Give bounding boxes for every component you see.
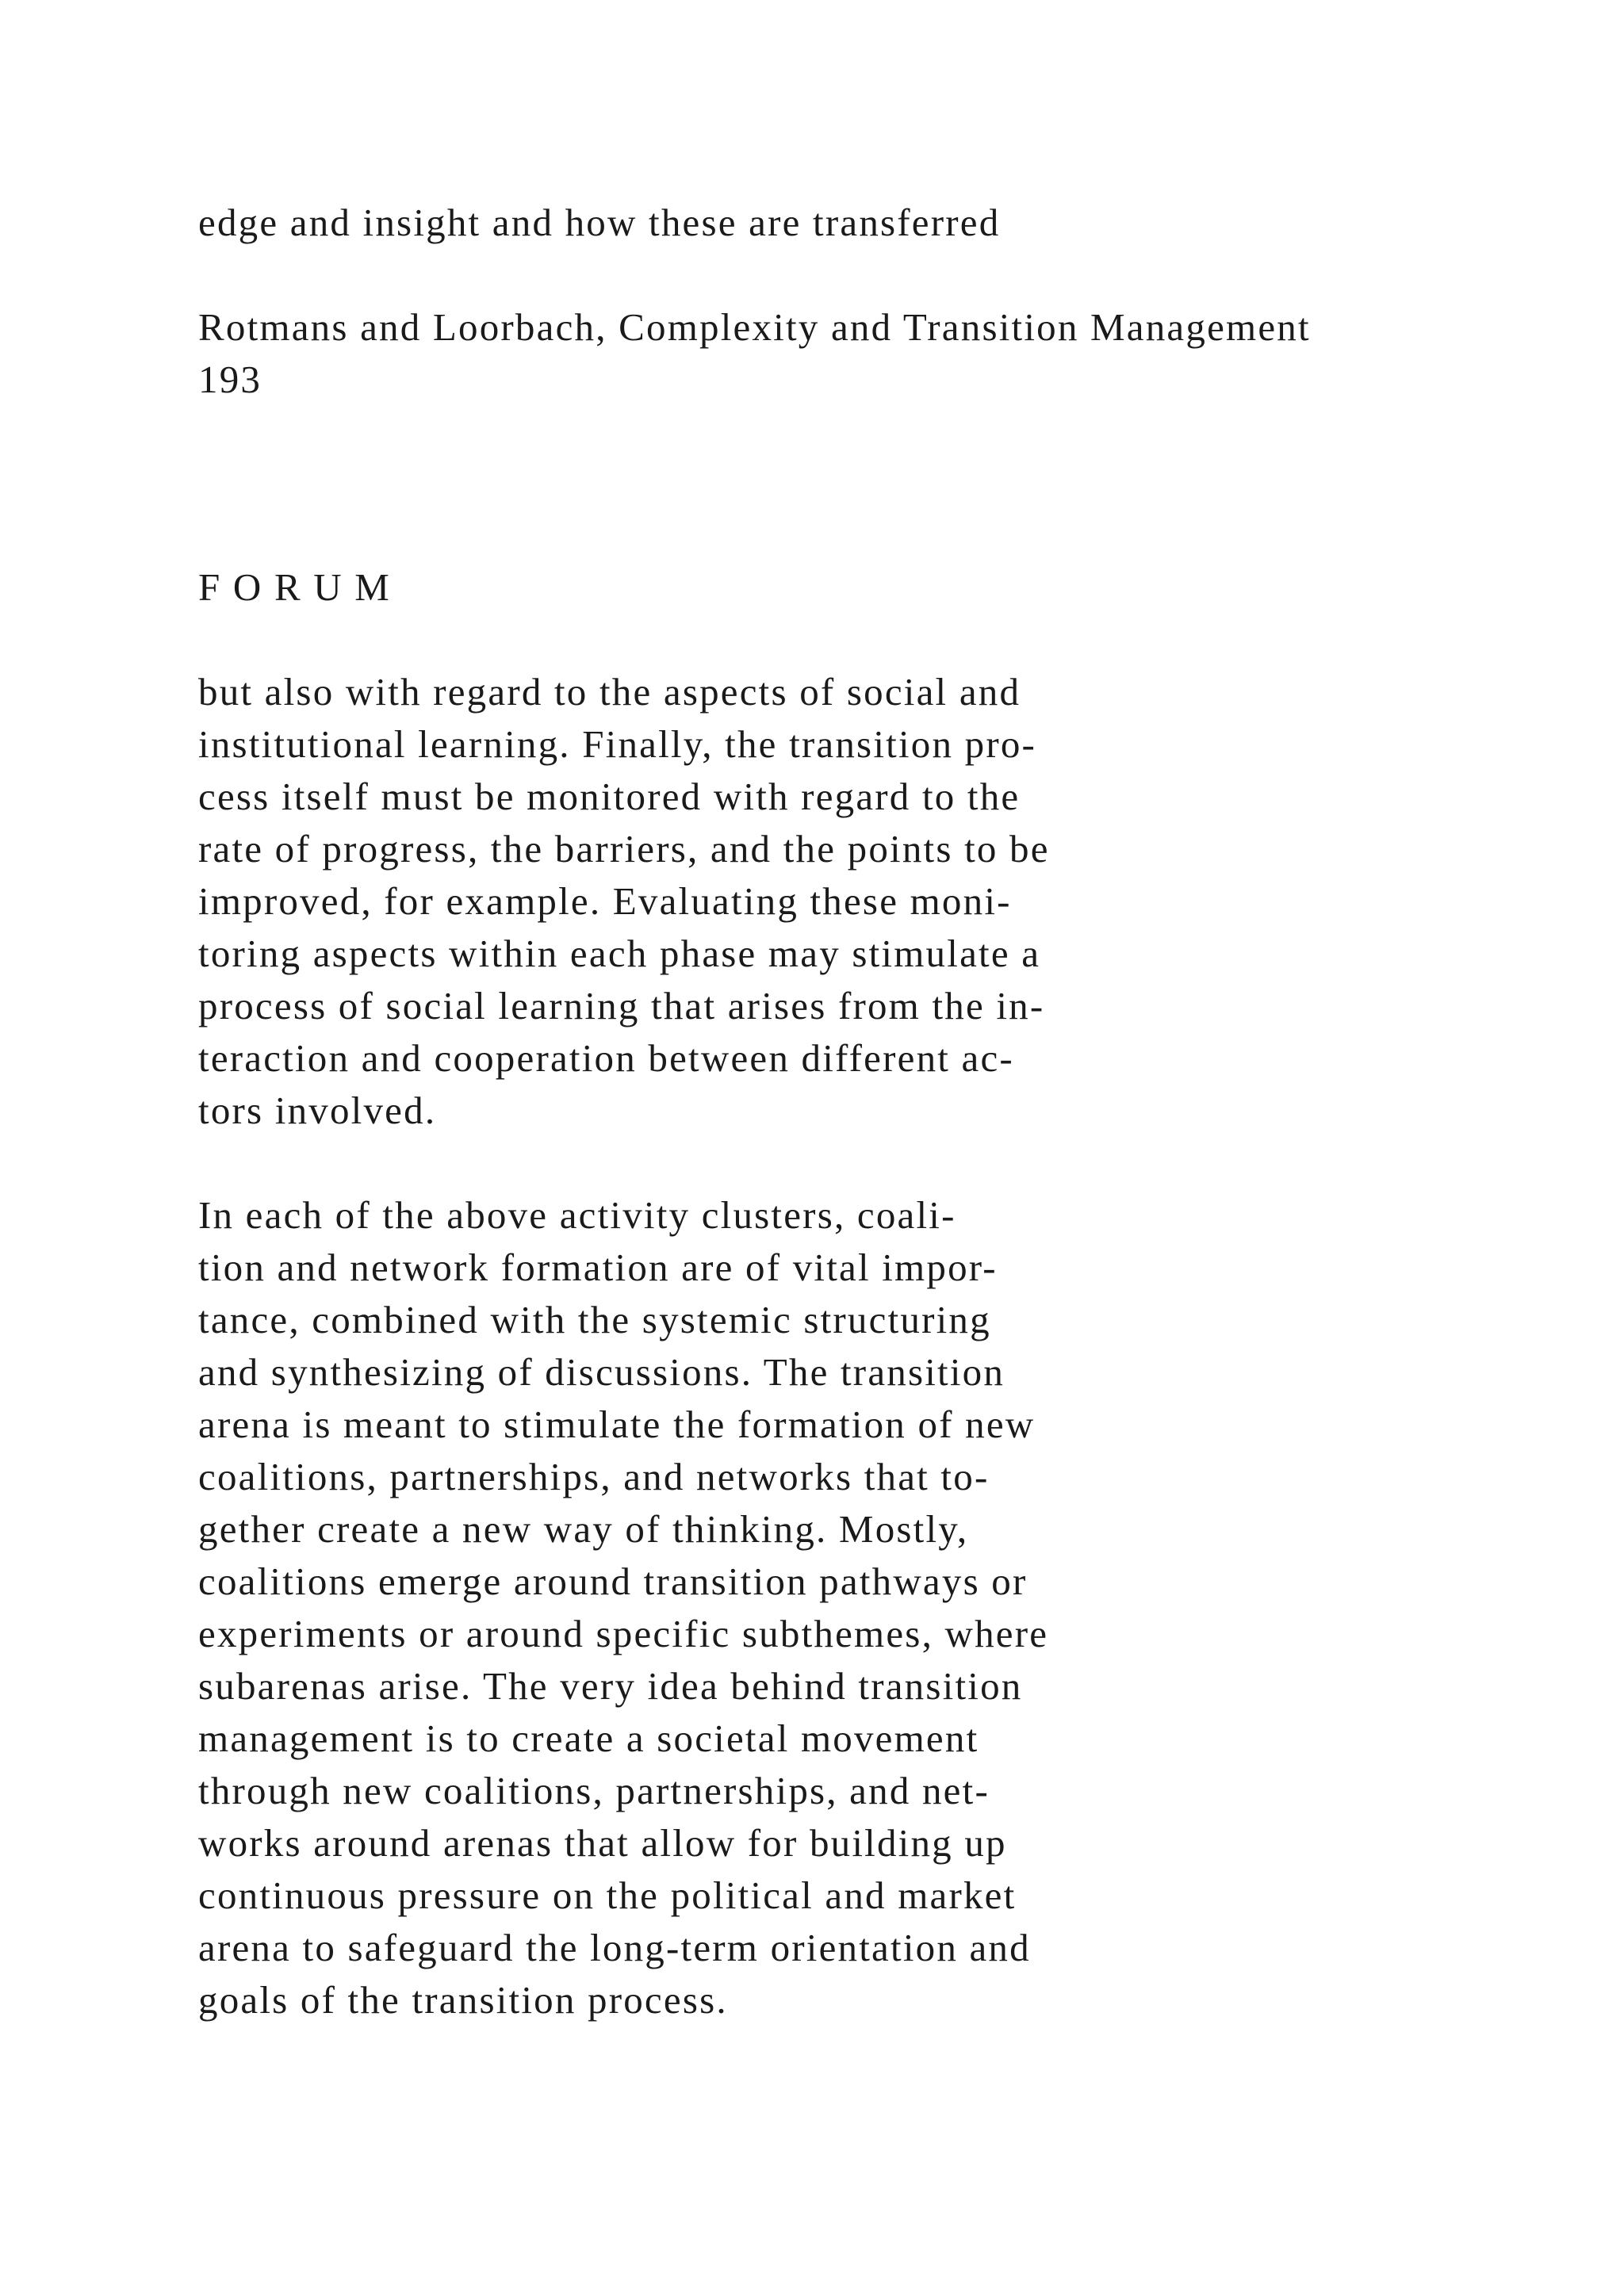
paragraph-line: process of social learning that arises from the in- xyxy=(198,984,1045,1027)
paragraph-line: cess itself must be monitored with regard to the xyxy=(198,775,1021,818)
paragraph-line: institutional learning. Finally, the transition pro- xyxy=(198,722,1037,766)
paragraph-line: toring aspects within each phase may stimulate a xyxy=(198,932,1041,975)
paragraph-line: arena to safeguard the long-term orientation and xyxy=(198,1926,1031,1969)
paragraph-line: goals of the transition process. xyxy=(198,1978,728,2022)
top-fragment-line: edge and insight and how these are transferred xyxy=(198,201,1001,244)
paragraph-line: subarenas arise. The very idea behind transition xyxy=(198,1664,1023,1708)
paragraph-line: improved, for example. Evaluating these moni- xyxy=(198,879,1012,923)
paragraph-line: rate of progress, the barriers, and the points to be xyxy=(198,827,1050,871)
paragraph-line: through new coalitions, partnerships, and net- xyxy=(198,1769,990,1812)
paragraph-line: tance, combined with the systemic structuring xyxy=(198,1298,991,1341)
paragraph-line: teraction and cooperation between different ac- xyxy=(198,1036,1014,1080)
section-label: F O R U M xyxy=(198,565,392,609)
paragraph-line: works around arenas that allow for building up xyxy=(198,1821,1007,1865)
paragraph-line: and synthesizing of discussions. The transition xyxy=(198,1350,1005,1394)
paragraph-line: gether create a new way of thinking. Mostly, xyxy=(198,1507,969,1551)
paragraph-line: but also with regard to the aspects of social and xyxy=(198,670,1021,714)
paragraph-line: tion and network formation are of vital impor- xyxy=(198,1246,998,1289)
page-number: 193 xyxy=(198,358,262,401)
paragraph-line: coalitions, partnerships, and networks that to- xyxy=(198,1455,990,1498)
running-header-title: Rotmans and Loorbach, Complexity and Transition Management xyxy=(198,305,1311,349)
paragraph-line: In each of the above activity clusters, coali- xyxy=(198,1193,956,1237)
paragraph-line: experiments or around specific subthemes, where xyxy=(198,1612,1049,1655)
paragraph-line: tors involved. xyxy=(198,1089,437,1132)
paragraph-line: continuous pressure on the political and market xyxy=(198,1873,1017,1917)
paragraph-line: arena is meant to stimulate the formation of new xyxy=(198,1402,1036,1446)
paragraph-line: coalitions emerge around transition pathways or xyxy=(198,1559,1028,1603)
paragraph-line: management is to create a societal movement xyxy=(198,1716,979,1760)
